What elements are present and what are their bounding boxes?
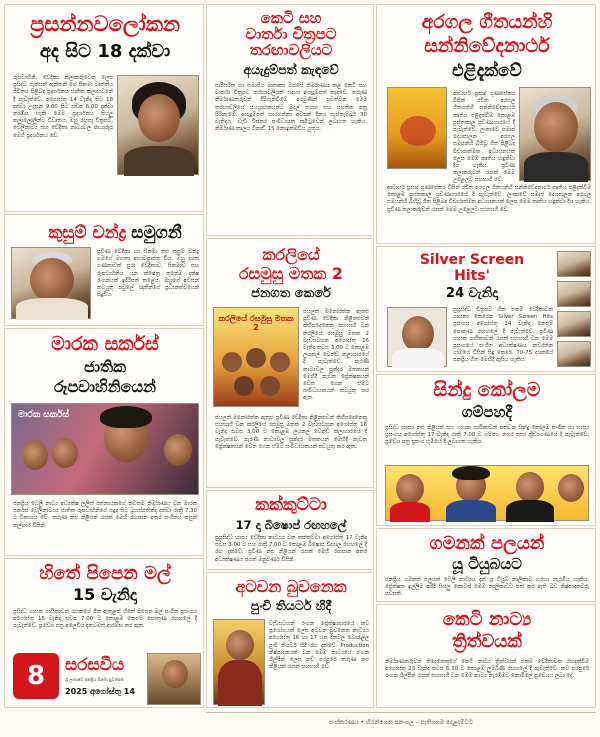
article-silver-screen-hits <box>376 246 596 372</box>
issue-date: 2025 අගෝස්තු 14 <box>65 687 135 696</box>
article-title: Hits' <box>454 268 490 284</box>
article-body: ප්‍රසිද්ධ ගායක ගායිකාවන් රැසකගේ ගීත ඇතුළත් හිතේ පිපෙන මල් සංගීත ප්‍රසංගය අගෝස්තු 15 වැනිදා සවස 7.00 ට කොළඹ නෙළුම් පොකුණ රඟහලේ දී පැවැත්වේ. ප්‍රවේශ පත්‍ර අලෙවිය දැනටමත් ආරම්භ කර ඇත. <box>13 609 197 630</box>
article-short-film-competition <box>206 4 374 236</box>
article-subtitle: යූ ටියුබයට <box>452 555 522 573</box>
portrait-photo <box>11 247 91 319</box>
article-kusum-chandra-obituary <box>4 214 204 326</box>
article-body-continued: ආචාර්ය ප්‍රසාද් ගුණසේකර විසින් රචිත අරගල ගීතයන්හි සන්නිවේදනාර්ථ කෘතිය එළිදැක්වීම කොළඹ පුස්තකාල ශ්‍රවණාගාරයේ දී පැවැත්වේ. ලංකාවේ සමාජ දේශපාලන අරගල සමයන්හි බිහිවූ ගීත පිළිබඳ විචාරාත්මක අධ්‍යයනයක් ලෙස මෙම කෘතිය හඳුන්වා දිය හැකිය. ප්‍රවීණ කලාකරුවන් රැසක් මෙම උළෙලට සහභාගි වේ. <box>387 185 591 213</box>
article-hithe-pipena-mal <box>4 558 204 708</box>
singer-thumbnail <box>557 251 591 277</box>
article-title: කෙටි නාට්‍ය <box>442 609 532 630</box>
singer-thumbnail <box>557 311 591 337</box>
singer-photo-strip <box>557 251 591 369</box>
article-atawana-buwaneka <box>206 572 374 708</box>
article-title: කෙටි සහ <box>260 9 322 27</box>
article-title: ගමනක් පලයන් <box>429 533 545 554</box>
singer-thumbnail <box>557 281 591 307</box>
article-title: ජාතික <box>83 357 127 376</box>
article-short-play-trilogy <box>376 604 596 708</box>
singer-photo <box>147 653 201 705</box>
article-title: ප්‍රසන්නවලෝකන <box>30 12 180 36</box>
article-gamanak-palayan <box>376 528 596 602</box>
portrait-photo <box>387 307 447 367</box>
teledrama-poster-image <box>11 403 199 495</box>
sarasaviya-logo-mark: 8 <box>13 653 59 699</box>
portrait-photo <box>117 75 199 175</box>
singer-thumbnail <box>557 341 591 367</box>
article-title: කුසුම් චන්ද්‍ර <box>48 223 127 243</box>
article-body: ප්‍රසිද්ධ හාස්‍ය නළු නිළියන් සහ ගායක ගායිකාවන් එක්වන සින්දු කෝලම සංගීත හා හාස්‍ය ප්‍රසංගය අගෝස්තු 17 වැනිදා රාත්‍රී 7.00 ට ගම්පහ නගර සභා ක්‍රීඩාංගණයේ දී පැවැත්වේ. ප්‍රවේශ පත්‍ර ප්‍රසංග භූමියේ දී ලබාගත හැකිය. <box>385 425 589 446</box>
article-title: රසමුසු මතක 2 <box>239 264 343 283</box>
article-karaliye-rasamusu <box>206 238 374 488</box>
article-subtitle: අද සිට 18 දක්වා <box>39 41 171 62</box>
article-body: රූපවාහිනී, වේදිකා කලාකරුවෙකු ලෙස ප්‍රසිද්ධ ජැක්සන් ඇන්තනී ගේ සිනමා වෘත්තීය ජීවිතය පිළිබඳ ප්‍රදර්ශනය ජාතික කලාභවනේ දී පැවැත්වේ. අගෝස්තු 14 වැනිදා සිට 18 දක්වා උදෑසන 9.00 සිට සවස 6.00 දක්වා නරඹිය හැකි මෙම ප්‍රදර්ශනය සියලු කලාලෝලීන්ට විවෘතය. ඔහු රඟපෑ චිත්‍රපට, ටෙලිනාට්‍ය සහ වේදිකා නාට්‍යවල ඡායාරූප මෙහි ප්‍රදර්ශනය වේ. <box>13 75 113 139</box>
article-title: මාරක සර්කස් <box>51 333 159 355</box>
article-body: ආචාර්ය ප්‍රසාද් ගුණසේකර විසින් රචිත අරගල ගීතයන්හි සන්නිවේදනාර්ථ කෘතිය එළිදැක්වීම කොළඹ පුස්තකාල ශ්‍රවණාගාරයේ දී පැවැත්වේ. ලංකාවේ සමාජ දේශපාලන අරගල සමයන්හි බිහිවූ ගීත පිළිබඳ විචාරාත්මක අධ්‍යයනයක් ලෙස මෙම කෘතිය හඳුන්වා දිය හැකිය. ප්‍රවීණ කලාකරුවන් රැසක් මෙම උළෙලට සහභාගි වේ. <box>453 91 515 184</box>
play-poster-image <box>213 619 265 705</box>
performers-photo <box>385 465 589 521</box>
article-subtitle: රූපවාහිනියෙන් <box>54 377 156 396</box>
article-body-continued: ජයලත් මනෝරත්න ඇතුළු ප්‍රවීණ වේදිකා නිළිනළුවන් කිහිපදෙනෙකු සහභාගී වන කරලියේ රසමුසු මතක 2 වැඩසටහන අගෝස්තු 16 වැනිදා සවස 3.00 ට කොළඹ ලයනල් වෙන්ඩ් කලාගාරයේ දී පැවැත්වේ. පැරණි නාට්‍යවල සුන්දර මතකයන් මෙහිදී නැවත ප්‍රේක්ෂකයන් වෙත ගෙන ඒමට සංවිධායකයන් කටයුතු කර ඇත. <box>215 415 367 450</box>
article-title: Silver Screen <box>419 252 525 268</box>
article-maraka-circus <box>4 328 204 556</box>
article-subtitle: එළිදැක්වේ <box>452 61 522 81</box>
article-title: කරලියේ <box>262 245 320 264</box>
sarasaviya-logo-text: සරසවිය <box>65 655 125 675</box>
article-title-row <box>35 223 195 243</box>
article-kakkutta <box>206 490 374 570</box>
article-title: කක්කුට්ටා <box>255 495 327 515</box>
article-subtitle: අයැදුම්පත් කැඳවේ <box>243 62 339 77</box>
article-protest-songs-book <box>376 4 596 244</box>
article-subtitle: 17 දා බිෂොප් රඟහලේ <box>235 518 347 532</box>
article-body: ජනප්‍රිය ටෙලි නාට්‍ය අධ්‍යක්ෂ ලලිත් රත්නායකගේ නවතම නිර්මාණය වන මාරක සර්කස් ටෙලිනාට්‍යය ජාතික රූපවාහිනියේ සඳුදා සිට බ්‍රහස්පතින්දා දක්වා රාත්‍රී 7.30 ට විකාශය වේ. තරුණ නළු නිළියන් රැසක් මෙහි රඟපාන අතර සංගීතය කසුන් කල්හාර විසිනි. <box>13 501 197 529</box>
article-title: හිතේ පිපෙන මල් <box>39 563 171 584</box>
article-body: සුප්‍රසිද්ධ චිත්‍රපට ගීත එකම වේදිකාවක ගායනා කෙරෙන Silver Screen Hits ප්‍රසංගය අගෝස්තු 24 වැනිදා නෙළුම් පොකුණ රඟහලේ දී පැවැත්වේ. ප්‍රවීණ ගායක ගායිකාවන් රැසක් සහභාගි වන මෙම ප්‍රසංගයේ සංගීත අධ්‍යක්ෂණය නවරත්න ගාමගේ විසින් සිදු කෙරේ. 70-75 දශකයේ ජනප්‍රිය ගීත මෙහිදී ඇසිය හැකිය. <box>453 307 553 364</box>
article-subtitle: පුංචි තියටර් හිදී <box>250 598 332 613</box>
article-title: සින්දු කෝලම <box>433 379 541 401</box>
article-body: වැඩසටහන් රංගන ප්‍රේක්ෂාගාරයේ නව ප්‍රයෝගයක් ලෙස අටවන බුවනෙක නාට්‍යය අගෝස්තු 16 හා 17 යන දිනවල බොරැල්ල පුංචි තියටර් හිදී රඟ දැක්වේ. Production නිෂ්පාදනයක් වන මෙම නාට්‍යයේ රංගන ශිල්පීන් ලෙස නව පරපුරේ තරුණ නළු නිළියන් රැසක් සහභාගි වේ. <box>269 621 369 671</box>
poster-title: කරලියේ රසමුසු මතක 2 <box>218 314 294 332</box>
article-body: පාරිසරික හා සමාජීය මාතෘකා ඔස්සේ නිර්මාණය කළ කෙටි සහ වාර්තා චිත්‍රපට තරඟාවලියක් සඳහා අයැදුම්පත් කැඳවේ. තරුණ නිර්මාණකරුවන් දිරිගැන්වීමේ අරමුණින් පවත්වන මෙම තරඟාවලියේ ජයග්‍රාහකයන්ට මුදල් ත්‍යාග සහ සහතික පත්‍ර පිරිනැමේ. අයැදුම්පත් භාරගන්නා අවසන් දිනය සැප්තැම්බර් 30 වැනිදාය. වැඩි විස්තර සංවිධායක කමිටුවෙන් ලබාගත හැකිය. නිර්මාණ කාලය විනාඩි 15 නොඉක්මවිය යුතුය. <box>215 83 367 133</box>
brand-tagline: ශ්‍රී ලංකාවේ ජනප්‍රිය සිනමා පුවත්පත <box>65 677 124 682</box>
article-title: ත්‍රිත්වයක් <box>452 631 522 652</box>
article-subtitle: 24 වැනිදා <box>446 286 498 301</box>
article-sindu-kolama <box>376 374 596 526</box>
article-prasannavalokana <box>4 4 204 212</box>
book-cover-image <box>387 87 447 169</box>
article-body: සුප්‍රසිද්ධ හාස්‍ය වේදිකා නාට්‍යය වන කක්කුට්ටා අගෝස්තු 17 වැනිදා සවස 3.00 ට සහ රාත්‍රී 7.00 ට කොළඹ බිෂොප් විද්‍යාල රඟහලේ දී රඟ දැක්වේ. ප්‍රවීණ නළු නිළියන් රැසක් මෙහි රඟපාන අතර අධ්‍යක්ෂණය ජගත් මනුවර්ණ විසිනි. <box>215 535 367 563</box>
portrait-photo <box>519 87 591 181</box>
article-subtitle: ගම්පහදී <box>461 403 513 421</box>
article-title: තරඟාවලියට <box>249 41 333 59</box>
article-title: වාර්තා චිත්‍රපට <box>245 25 337 43</box>
article-title: අරගල ගීතයන්හි <box>421 11 553 33</box>
article-subtitle: ජනගත කෙරේ <box>251 286 331 301</box>
article-subtitle: 15 වැනිදා <box>73 585 137 604</box>
poster-title: මාරක සර්කස් <box>18 410 69 420</box>
event-poster-image <box>213 307 299 407</box>
article-title: සමුගනී <box>131 223 182 243</box>
article-body: ජනප්‍රිය ගමනක් පලයන් ටෙලි නාට්‍යය දැන් යූ ටියුබ් නාලිකාව හරහා නැරඹිය හැකිය. ප්‍රේක්ෂක ඉල්ලීම පරිදි සියලු කොටස් මෙම නාලිකාවට එක් කර ඇති බව නිෂ්පාදකවරු පවසති. <box>385 577 589 598</box>
article-body: ප්‍රවීණ වේදිකා හා සිනමා නළු කුසුම් චන්ද්‍ර ගමගේ මහතා අභාවප්‍රාප්ත විය. ඔහු දශක ගණනාවක් පුරා වේදිකාව, සිනමාව සහ රූපවාහිනිය යන ක්ෂේත්‍ර තුනේම දක්ෂ රංගනයක් ඉදිරිපත් කළේය. ඔහුගේ අවසන් කටයුතු පවුලේ ඥාතීන්ගේ ප්‍රධානත්වයෙන් සිදුවිය. <box>97 249 199 299</box>
article-title: සන්නිවේදනාර්ථ <box>424 35 550 57</box>
article-title: අටවන බුවනෙක <box>235 577 347 596</box>
article-body: ජයලත් මනෝරත්න ඇතුළු ප්‍රවීණ වේදිකා නිළිනළුවන් කිහිපදෙනෙකු සහභාගී වන කරලියේ රසමුසු මතක 2 වැඩසටහන අගෝස්තු 16 වැනිදා සවස 3.00 ට කොළඹ ලයනල් වෙන්ඩ් කලාගාරයේ දී පැවැත්වේ. පැරණි නාට්‍යවල සුන්දර මතකයන් මෙහිදී නැවත ප්‍රේක්ෂකයන් වෙත ගෙන ඒමට සංවිධායකයන් කටයුතු කර ඇත. <box>303 309 369 402</box>
page-footer-credit: සංස්කරණය • හිරන්ගෙන පනංගල – පැතිගගම දෙළදම්වට <box>206 712 596 733</box>
article-body: නිර්මාණකරුවන් තිදෙනෙකුගේ කෙටි නාට්‍ය ත්‍රිත්වයක් එකම වේදිකාවක රඟදැක්වීම අගෝස්තු 23 වැනිදා සවස 6.30 ට කොළඹ ලුම්බිණි රඟහලේ දී පැවැත්වේ. නව පරපුරේ රංගන ශිල්පීන් රැසක් සහභාගි වන මෙම නාට්‍ය නැරඹීමට නොමිලේ ප්‍රවේශය ලබා දේ. <box>385 659 589 680</box>
